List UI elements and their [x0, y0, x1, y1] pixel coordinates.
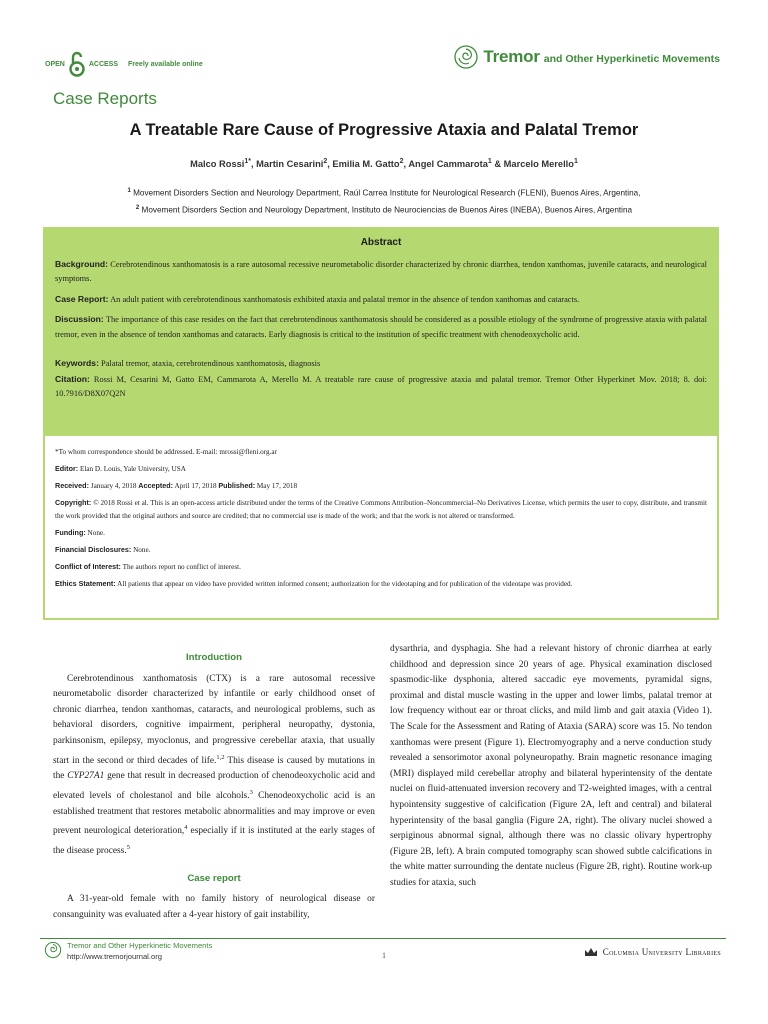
- author-name: Angel Cammarota: [408, 159, 488, 170]
- library-name: Columbia University Libraries: [602, 947, 721, 957]
- author-affiliation-marker: 1: [487, 158, 492, 165]
- abstract-box: [43, 227, 719, 436]
- author-name: Emilia M. Gatto: [332, 159, 400, 170]
- conflict-of-interest: Conflict of Interest: The authors report no conflict of interest.: [55, 562, 241, 571]
- author-affiliation-marker: 2: [323, 158, 328, 165]
- correspondence: *To whom correspondence should be addressed. E-mail: mrossi@fleni.org.ar: [55, 448, 277, 456]
- body-column-left: [53, 648, 375, 923]
- open-label: OPEN: [45, 60, 65, 68]
- crown-icon: [584, 947, 598, 957]
- journal-name-rest: and Other Hyperkinetic Movements: [543, 53, 720, 65]
- case-report-continued: dysarthria, and dysphagia. She had a relevant history of chronic diarrhea at early childhood and depression since 20 years of age. Physical examination disclosed spasmodic-like dysphonia, altered saccadic eye movements, pyramidal signs, proximal and distal muscle wasting in the upper and lower limbs, palatal tremor at low frequency without ear or throat clicks, and mild limb and gait ataxia (Video 1). The Scale for the Assessment and Rating of Ataxia (SARA) score was 15. No tendon xanthomas were present (Figure 1). Electromyography and a nerve conduction study revealed a sensorimotor axonal polyneuropathy. Brain magnetic resonance imaging (MRI) displayed mild cerebellar atrophy and bilateral hyperintensity of the dentate nuclei on fluid-attenuated inversion recovery and T2-weighted images, with a central hypointensity suggestive of calcification (Figure 2A, left and central) and bilateral hyperintensity of the basal ganglia (Figure 2A, right). The olivary nuclei showed a serpiginous abnormal signal, although there was no classic olivary hypertrophy (Figure 2B, left). A brain computed tomography scan showed subtle calcifications in the white matter surrounding the dentate nucleus (Figure 2B, right). Routine work-up studies for ataxia, such: [390, 644, 712, 888]
- abstract-citation: Citation: Rossi M, Cesarini M, Gatto EM, Cammarota A, Merello M. A treatable rare cause of progressive ataxia and palatal tremor. Tremor Other Hyperkinet Mov. 2018; 8. doi: 10.7916/D8X07Q2N: [55, 373, 708, 398]
- author-separator: ,: [403, 159, 409, 170]
- financial-disclosures: Financial Disclosures: None.: [55, 545, 151, 554]
- author-affiliation-marker: 2: [399, 158, 404, 165]
- funding: Funding: None.: [55, 528, 105, 537]
- open-access-tagline: Freely available online: [128, 60, 203, 68]
- footer-library: [584, 947, 721, 957]
- case-report-heading: Case report: [187, 872, 241, 884]
- editor: Editor: Elan D. Louis, Yale University, USA: [55, 464, 186, 473]
- abstract-background: Background: Cerebrotendinous xanthomatosis is a rare autosomal recessive neurometabolic disorder characterized by chronic diarrhea, tendon xanthomas, juvenile cataracts, and neurological symptoms.: [55, 258, 708, 283]
- body-column-right: [390, 642, 712, 892]
- affiliations: [0, 184, 768, 217]
- abstract-heading: Abstract: [360, 237, 402, 248]
- author-separator: ,: [251, 159, 257, 170]
- footer-divider: [40, 938, 726, 939]
- introduction-paragraph: Cerebrotendinous xanthomatosis (CTX) is a rare autosomal recessive neurometabolic disorder characterized by infantile or early childhood onset of chronic diarrhea, tendon xanthomas, cataracts, and neurological problems, such as behavioral disorders, cognitive impairment, peripheral neuropathy, dystonia, parkinsonism, epilepsy, myoclonus, and progressive cerebellar ataxia, that usually start in the second or third decades of life.$^{1,2}$ This disease is caused by mutations in the CYP27A1 gene that result in decreased production of chenodeoxycholic acid and elevated levels of cholestanol and bile alcohols.$^3$ Chenodeoxycholic acid is an established treatment that restores metabolic abnormalities and may improve or even prevent neurological deterioration,$^4$ especially if it is instituted at the early stages of the disease process.$^5$: [53, 673, 376, 857]
- article-title: A Treatable Rare Cause of Progressive Ataxia and Palatal Tremor: [129, 121, 639, 139]
- author-affiliation-marker: 1*: [244, 158, 251, 165]
- author-affiliation-marker: 1: [573, 158, 578, 165]
- section-label: Case Reports: [53, 89, 157, 108]
- introduction-heading: Introduction: [186, 652, 242, 663]
- dates: Received: January 4, 2018 Accepted: April 17, 2018 Published: May 17, 2018: [55, 481, 298, 490]
- author-separator: &: [491, 159, 504, 170]
- affiliation-1: $^1$ Movement Disorders Section and Neurology Department, Raúl Carrea Institute for Neurological Research (FLENI), Buenos Aires, Argentina,: [127, 188, 641, 198]
- author-name: Marcelo Merello: [503, 159, 574, 170]
- author-name: Malco Rossi: [190, 159, 245, 170]
- author-name: Martin Cesarini: [256, 159, 324, 170]
- article-info-box: [43, 436, 719, 620]
- author-separator: ,: [327, 159, 333, 170]
- affiliation-2: $^2$ Movement Disorders Section and Neurology Department, Instituto de Neurociencias de Buenos Aires (INEBA), Buenos Aires, Argentina: [135, 204, 633, 215]
- access-label: ACCESS: [88, 60, 119, 68]
- open-access-badge: [45, 50, 203, 78]
- copyright: Copyright: © 2018 Rossi et al. This is an open-access article distributed under the terms of the Creative Commons Attribution–Noncommercial–No Derivatives License, which permits the user to copy, distribute, and transmit the work provided that the original authors and source are credited; that no commercial use is made of the work; and that the work is not altered or transformed.: [55, 498, 707, 520]
- journal-rose-icon: [453, 44, 479, 70]
- footer-journal-url[interactable]: http://www.tremorjournal.org: [67, 951, 162, 961]
- journal-name: Tremor: [483, 47, 540, 66]
- footer-journal-name: Tremor and Other Hyperkinetic Movements: [67, 941, 213, 950]
- abstract-keywords: Keywords: Palatal tremor, ataxia, cerebrotendinous xanthomatosis, diagnosis: [55, 358, 321, 368]
- author-list: [0, 158, 768, 169]
- ethics-statement: Ethics Statement: All patients that appear on video have provided written informed consent; authorization for the videotaping and for publication of the videotape was provided.: [55, 579, 573, 588]
- journal-logo: [453, 44, 720, 70]
- case-report-paragraph: A 31-year-old female with no family history of neurological disease or consanguinity was evaluated after a 4-year history of gait instability,: [53, 894, 375, 920]
- page-number: 1: [382, 951, 386, 960]
- open-access-lock-icon: [69, 51, 85, 77]
- abstract-discussion: Discussion: The importance of this case resides on the fact that cerebrotendinous xanthomatosis should be considered as a possible etiology of the syndrome of progressive ataxia with palatal tremor, even in the absence of tendon xanthomas and cataracts. Early diagnosis is critical to the institution of specific treatment with chenodeoxycholic acid.: [55, 314, 708, 339]
- abstract-case-report: Case Report: An adult patient with cerebrotendinous xanthomatosis exhibited ataxia and palatal tremor in the absence of tendon xanthomas and cataracts.: [55, 293, 580, 304]
